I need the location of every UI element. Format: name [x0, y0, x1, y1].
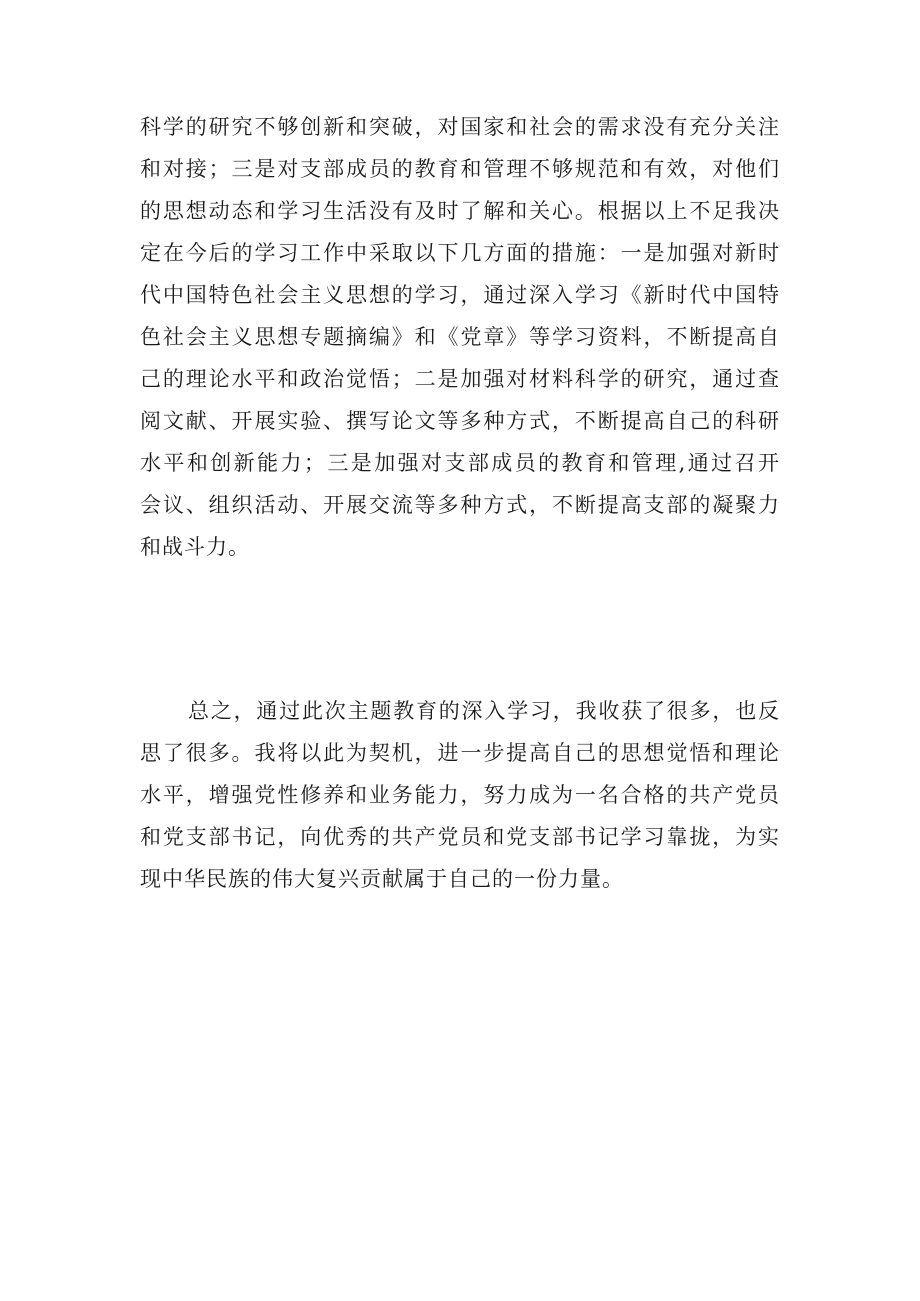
text-line: 和党支部书记，向优秀的共产党员和党支部书记学习靠拢，为实: [140, 825, 780, 849]
text-line: 科学的研究不够创新和突破，对国家和社会的需求没有充分关注: [140, 115, 780, 139]
paragraph-conclusion: [140, 690, 780, 900]
text-line: 水平，增强党性修养和业务能力，努力成为一名合格的共产党员: [140, 783, 780, 807]
text-line: 总之，通过此次主题教育的深入学习，我收获了很多，也反: [188, 699, 780, 723]
text-line: 定在今后的学习工作中采取以下几方面的措施：一是加强对新时: [140, 241, 780, 265]
text-line: 己的理论水平和政治觉悟；二是加强对材料科学的研究，通过查: [140, 367, 780, 391]
text-line: 和战斗力。: [140, 535, 250, 559]
text-line: 会议、组织活动、开展交流等多种方式，不断提高支部的凝聚力: [140, 493, 780, 517]
text-line: 和对接；三是对支部成员的教育和管理不够规范和有效，对他们: [140, 157, 780, 181]
text-line: 代中国特色社会主义思想的学习，通过深入学习《新时代中国特: [140, 283, 780, 307]
text-line: 阅文献、开展实验、撰写论文等多种方式，不断提高自己的科研: [140, 409, 780, 433]
paragraph-measures: [140, 106, 780, 568]
text-line: 现中华民族的伟大复兴贡献属于自己的一份力量。: [140, 867, 624, 891]
text-line: 色社会主义思想专题摘编》和《党章》等学习资料，不断提高自: [140, 325, 780, 349]
text-line: 水平和创新能力；三是加强对支部成员的教育和管理,通过召开: [140, 451, 780, 475]
text-line: 思了很多。我将以此为契机，进一步提高自己的思想觉悟和理论: [140, 741, 780, 765]
text-line: 的思想动态和学习生活没有及时了解和关心。根据以上不足我决: [140, 199, 780, 223]
